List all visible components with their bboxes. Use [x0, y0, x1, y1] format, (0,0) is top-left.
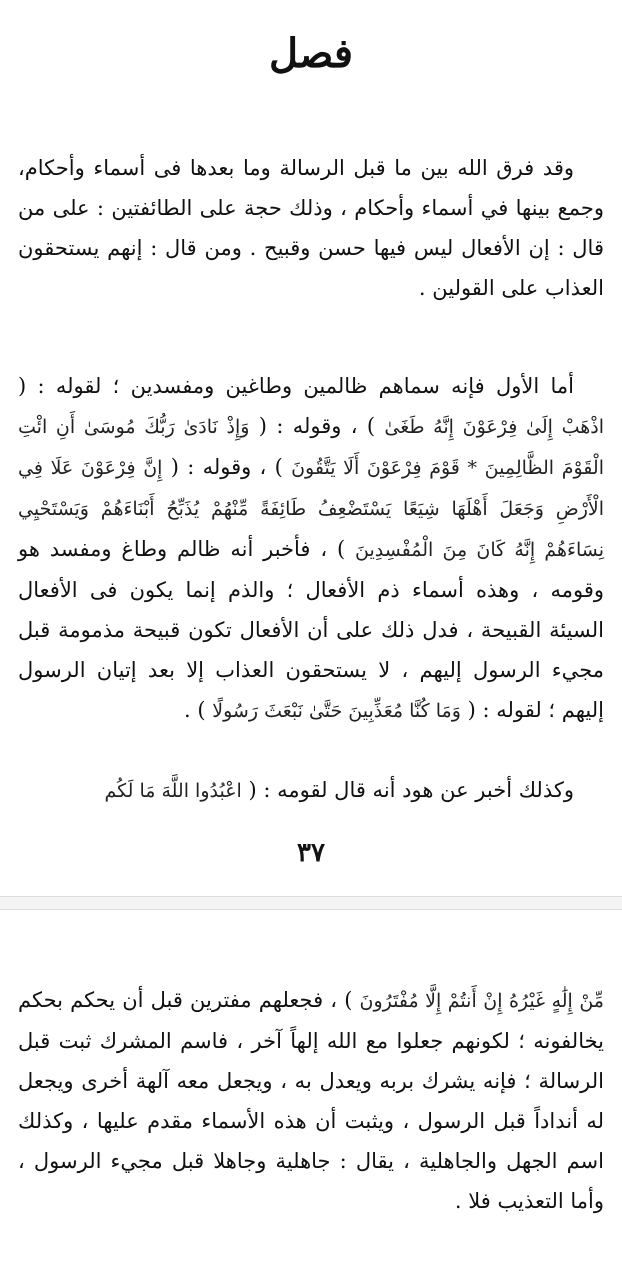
paragraph-4	[18, 980, 604, 1221]
paragraph-3	[18, 770, 604, 811]
paragraph-3-text: وكذلك أخبر عن هود أنه قال لقومه : (	[248, 778, 574, 802]
quran-verse-1: اذْهَبْ إِلَىٰ فِرْعَوْنَ إِنَّهُ طَغَىٰ	[384, 416, 604, 438]
quran-verse-5: اعْبُدُوا اللَّهَ مَا لَكُم	[104, 780, 242, 802]
quran-verse-4: وَمَا كُنَّا مُعَذِّبِينَ حَتَّىٰ نَبْعَثَ رَسُولًا	[212, 700, 461, 722]
section-title: فصل	[268, 30, 354, 77]
paragraph-2	[18, 366, 604, 731]
paragraph-2-text-e: ) .	[184, 698, 206, 722]
paragraph-2-text-b: ) ، وقوله : (	[258, 414, 376, 438]
quran-verse-3: إِنَّ فِرْعَوْنَ عَلَا فِي الْأَرْضِ وَجَعَلَ أَهْلَهَا شِيَعًا يَسْتَضْعِفُ طَائِفَةً مِّنْهُمْ يُذَبِّحُ أَبْنَاءَهُمْ وَيَسْتَحْيِي نِسَاءَهُمْ إِنَّهُ كَانَ مِنَ الْمُفْسِدِينَ	[18, 457, 604, 561]
quran-verse-6: مِّنْ إِلَٰهٍ غَيْرُهُ إِنْ أَنتُمْ إِلَّا مُفْتَرُونَ	[359, 990, 604, 1012]
quran-verse-2: وَإِذْ نَادَىٰ رَبُّكَ مُوسَىٰ أَنِ ائْتِ الْقَوْمَ الظَّالِمِينَ * قَوْمَ فِرْعَوْنَ أَلَا يَتَّقُونَ	[18, 416, 604, 479]
paragraph-4-text: ) ، فجعلهم مفترين قبل أن يحكم بحكم يخالفونه ؛ لكونهم جعلوا مع الله إلهاً آخر ، فاسم المشرك ثبت قبل الرسالة ؛ فإنه يشرك بربه ويعدل به ، ويجعل معه آلهة أخرى ويجعل له أنداداً قبل الرسول ، ويثبت أن هذه الأسماء مقدم عليها ، وكذلك اسم الجهل والجاهلية ، يقال : جاهلية وجاهلا قبل مجيء الرسول ، وأما التعذيب فلا .	[18, 988, 604, 1213]
page-38	[0, 908, 622, 1280]
page-number: ٣٧	[297, 838, 325, 868]
paragraph-1: وقد فرق الله بين ما قبل الرسالة وما بعدها فى أسماء وأحكام، وجمع بينها في أسماء وأحكام ، وذلك حجة على الطائفتين : على من قال : إن الأفعال ليس فيها حسن وقبيح . ومن قال : إنهم يستحقون العذاب على القولين .	[18, 156, 604, 300]
paragraph-2-text-c: ) ، وقوله : (	[170, 455, 283, 479]
paragraph-2-text-a: أما الأول فإنه سماهم ظالمين وطاغين ومفسدين ؛ لقوله : (	[18, 374, 574, 398]
paragraph-2-text-d: ) ، فأخبر أنه ظالم وطاغ ومفسد هو وقومه ، وهذه أسماء ذم الأفعال ؛ والذم إنما يكون فى الأفعال السيئة القبيحة ، فدل ذلك على أن الأفعال تكون قبيحة مذمومة قبل مجيء الرسول إليهم ، لا يستحقون العذاب إلا بعد إتيان الرسول إليهم ؛ لقوله : (	[18, 537, 604, 722]
